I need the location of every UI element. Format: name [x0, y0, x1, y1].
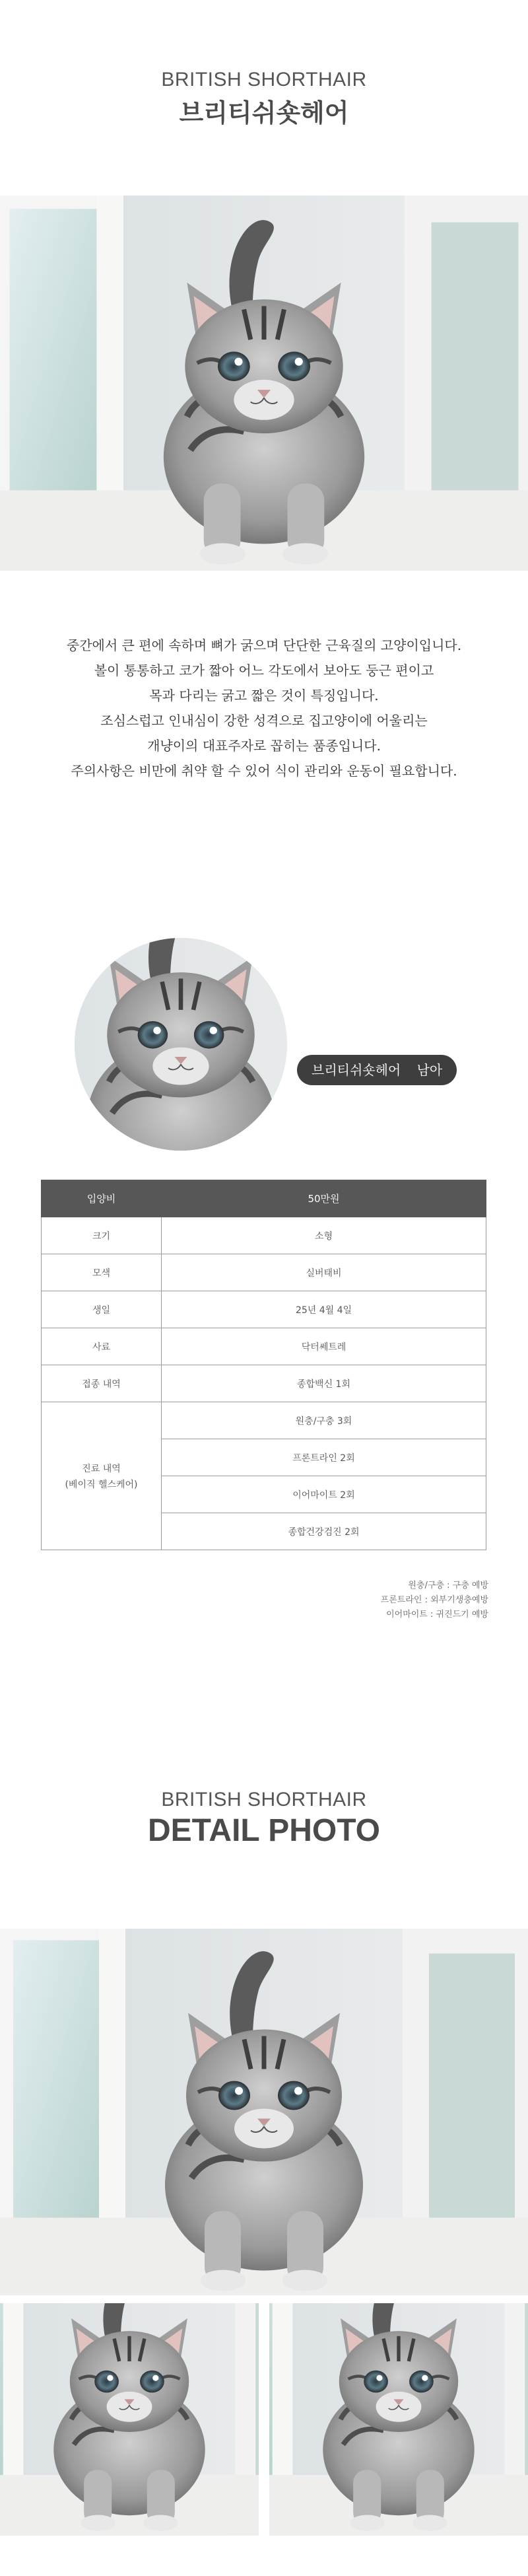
vaccine-label: 접종 내역 [42, 1365, 162, 1402]
description-line: 중간에서 큰 편에 속하며 뼈가 굵으며 단단한 근육질의 고양이입니다. [66, 637, 462, 653]
table-row [42, 1365, 486, 1402]
breed-description [0, 633, 528, 783]
table-row [42, 1254, 486, 1291]
description-line: 개냥이의 대표주자로 꼽히는 품종입니다. [147, 738, 381, 754]
size-value: 소형 [162, 1217, 486, 1254]
description-line: 볼이 통통하고 코가 짧아 어느 각도에서 보아도 둥근 편이고 [94, 662, 434, 678]
note-line: 원충/구충 : 구충 예방 [408, 1581, 488, 1591]
kitten-info-table [41, 1180, 486, 1550]
description-line: 목과 다리는 굵고 짧은 것이 특징입니다. [149, 688, 379, 703]
care-notes [264, 1579, 488, 1622]
detail-header [0, 1789, 528, 1849]
food-value: 닥터쎄트레 [162, 1328, 486, 1365]
table-row [42, 1217, 486, 1254]
food-label: 사료 [42, 1328, 162, 1365]
care-item: 원충/구충 3회 [162, 1402, 486, 1439]
profile-breed-name: 브리티쉬숏헤어 [312, 1062, 401, 1078]
table-row [42, 1180, 486, 1217]
birth-value: 25년 4월 4일 [162, 1291, 486, 1328]
note-line: 프론트라인 : 외부기생충예방 [380, 1595, 488, 1605]
detail-photo-right [269, 2303, 528, 2576]
care-sublabel: (베이직 헬스케어) [65, 1479, 138, 1490]
description-line: 조심스럽고 인내심이 강한 성격으로 집고양이에 어울리는 [100, 713, 428, 729]
table-row [42, 1328, 486, 1365]
care-item: 이어마이트 2회 [162, 1476, 486, 1513]
color-label: 모색 [42, 1254, 162, 1291]
breed-korean-title: 브리티쉬숏헤어 [179, 98, 349, 127]
detail-breed-english-title: BRITISH SHORTHAIR [161, 1789, 367, 1810]
description-line: 주의사항은 비만에 취약 할 수 있어 식이 관리와 운동이 필요합니다. [71, 763, 457, 779]
main-kitten-photo [0, 196, 528, 571]
profile-sex: 남아 [416, 1062, 443, 1078]
detail-photo-large [0, 1929, 528, 2295]
adoption-fee-value: 50만원 [162, 1180, 486, 1217]
note-line: 이어마이트 : 귀진드기 예방 [386, 1610, 488, 1620]
care-item: 종합건강검진 2회 [162, 1513, 486, 1550]
profile-name-tag [297, 1055, 457, 1085]
table-row [42, 1402, 486, 1439]
detail-photo-title: DETAIL PHOTO [147, 1813, 381, 1848]
color-value: 실버태비 [162, 1254, 486, 1291]
care-label: 진료 내역 [82, 1463, 121, 1474]
vaccine-value: 종합백신 1회 [162, 1365, 486, 1402]
breed-english-title: BRITISH SHORTHAIR [161, 69, 367, 90]
detail-photo-left [0, 2303, 259, 2576]
table-row [42, 1291, 486, 1328]
profile-photo [75, 938, 287, 1151]
size-label: 크기 [42, 1217, 162, 1254]
intro-header [0, 69, 528, 129]
adoption-fee-label: 입양비 [42, 1180, 162, 1217]
care-item: 프론트라인 2회 [162, 1439, 486, 1476]
care-label-cell [42, 1402, 162, 1550]
birth-label: 생일 [42, 1291, 162, 1328]
